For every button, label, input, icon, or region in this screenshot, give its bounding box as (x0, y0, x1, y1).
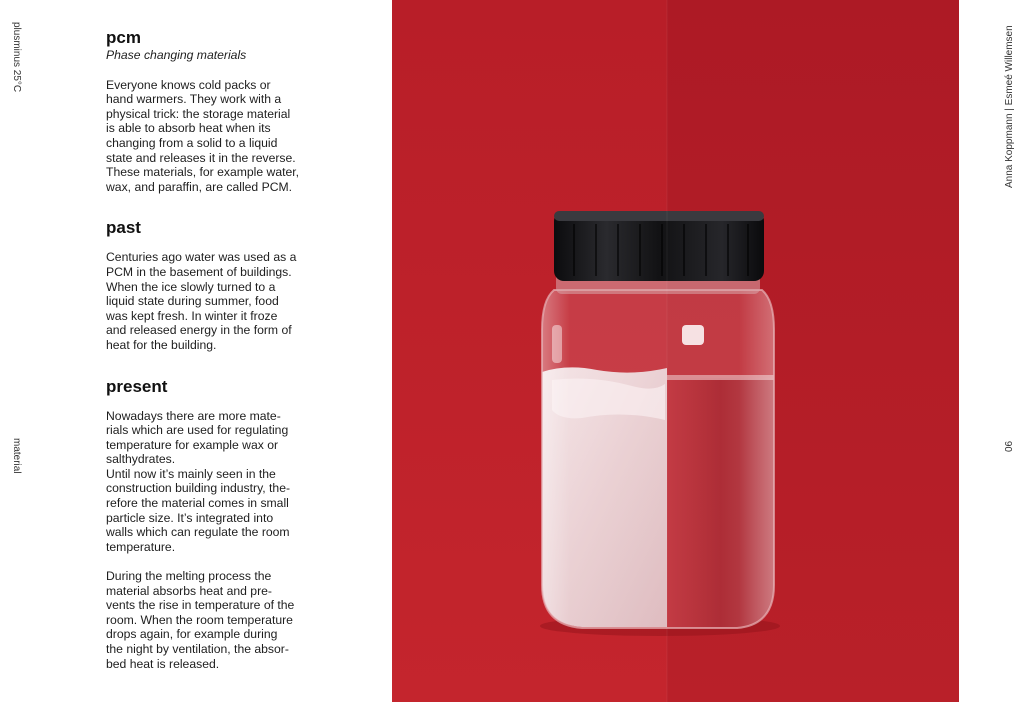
pcm-subtitle: Phase changing materials (106, 48, 247, 62)
present-body-1: Nowadays there are more mate- rials which are used for regulating temperature for example wax or salthydrates. Until now it’s mainly seen in the construction building industry, the- refore the material comes in small particle size. It’s integrated into walls which can regulate the room temperature. (106, 408, 291, 554)
authors: Anna Koppmann | Esmeé Willemsen (1004, 25, 1015, 188)
jar-photo (392, 0, 959, 702)
magazine-title: plusminus 25°C (11, 22, 22, 93)
text-column (106, 28, 302, 671)
section-label: material (11, 438, 22, 474)
past-heading: past (106, 218, 141, 238)
present-body-2: During the melting process the material absorbs heat and pre- vents the rise in temperature of the room. When the room temperature drops again, for example during the night by ventilation, the absor- bed heat is released. (106, 569, 295, 671)
present-heading: present (106, 376, 168, 396)
jar-illustration (392, 0, 959, 702)
pcm-heading: pcm (106, 28, 141, 47)
page-number: 06 (1004, 440, 1015, 452)
past-body: Centuries ago water was used as a PCM in the basement of buildings. When the ice slowly turned to a liquid state during summer, food was kept fresh. In winter it froze and released energy in the form of heat for the building. (106, 250, 297, 352)
pcm-body: Everyone knows cold packs or hand warmers. They work with a physical trick: the storage material is able to absorb heat when its changing from a solid to a liquid state and releases it in the reverse. These materials, for example water, wax, and paraffin, are called PCM. (106, 77, 300, 194)
